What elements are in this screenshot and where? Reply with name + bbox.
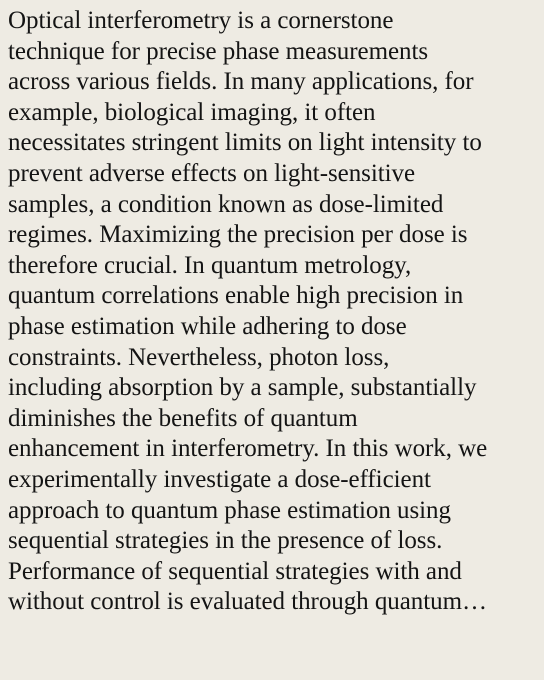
abstract-line: constraints. Nevertheless, photon loss, <box>8 343 390 371</box>
abstract-line: samples, a condition known as dose-limited <box>8 190 444 218</box>
abstract-line: including absorption by a sample, substantially <box>8 374 477 402</box>
abstract-line: experimentally investigate a dose-efficient <box>8 465 431 493</box>
abstract-line: enhancement in interferometry. In this work, we <box>8 435 488 463</box>
abstract-line: regimes. Maximizing the precision per dose is <box>8 221 468 249</box>
abstract-line: Performance of sequential strategies with and <box>8 557 462 585</box>
abstract-line: therefore crucial. In quantum metrology, <box>8 251 412 279</box>
abstract-text <box>8 6 536 618</box>
abstract-line: Optical interferometry is a cornerstone <box>8 7 394 34</box>
abstract-line: across various fields. In many applications, for <box>8 68 474 96</box>
abstract-line: technique for precise phase measurements <box>8 37 429 65</box>
abstract-line: sequential strategies in the presence of loss. <box>8 527 443 555</box>
abstract-line: without control is evaluated through quantum… <box>8 588 487 616</box>
abstract-line: necessitates stringent limits on light intensity to <box>8 129 482 157</box>
abstract-line: phase estimation while adhering to dose <box>8 312 407 340</box>
abstract-line: approach to quantum phase estimation using <box>8 496 451 524</box>
abstract-line: diminishes the benefits of quantum <box>8 404 358 432</box>
abstract-line: quantum correlations enable high precision in <box>8 282 464 310</box>
abstract-line: prevent adverse effects on light-sensitive <box>8 159 416 187</box>
abstract-line: example, biological imaging, it often <box>8 98 376 126</box>
